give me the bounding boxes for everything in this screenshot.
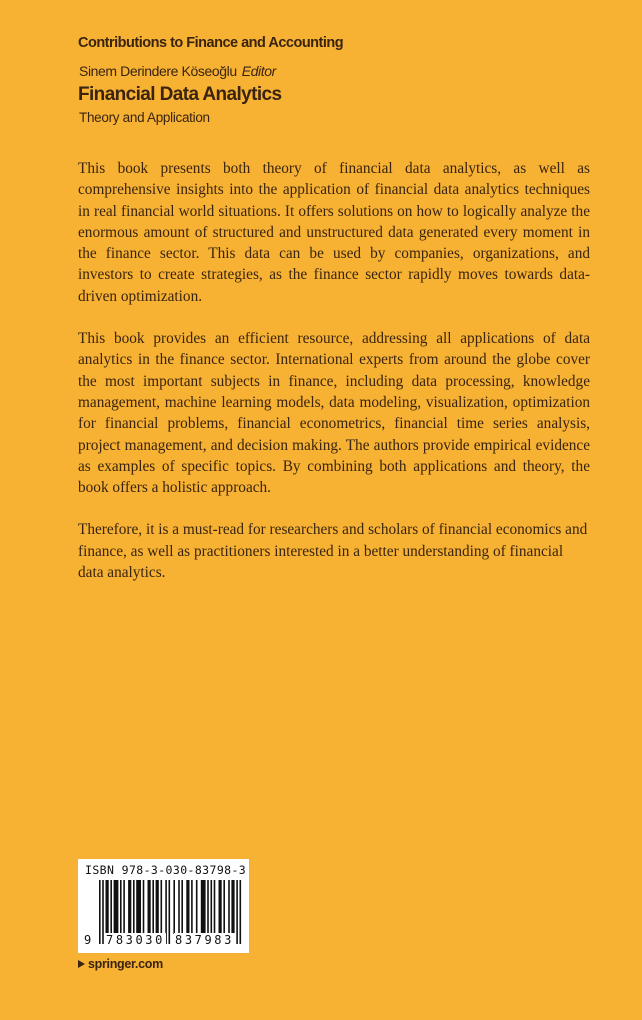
book-title: Financial Data Analytics bbox=[78, 84, 282, 105]
editor-role: Editor bbox=[241, 63, 276, 79]
isbn-label: ISBN 978-3-030-83798-3 bbox=[85, 863, 247, 877]
play-arrow-icon bbox=[78, 960, 85, 968]
editor-line bbox=[79, 63, 276, 79]
blurb-paragraph-3: Therefore, it is a must-read for researchers and scholars of financial economics and finance, as well as practitioners interested in a better understanding of financial data analytics. bbox=[78, 521, 588, 582]
editor-name: Sinem Derindere Köseoğlu bbox=[79, 63, 237, 79]
website-label[interactable]: springer.com bbox=[88, 957, 163, 971]
barcode-right-digits: 837983 bbox=[175, 933, 234, 947]
blurb-paragraph-2: This book provides an efficient resource, addressing all applications of data analytics in the finance sector. International experts from around the globe cover the most important subjects in finance, including data processing, knowledge management, machine learning models, data modeling, visualization, optimization for financial problems, financial econometrics, financial time series analysis, project management, and decision making. The authors provide empirical evidence as examples of specific topics. By combining both applications and theory, the book offers a holistic approach. bbox=[78, 330, 590, 497]
barcode-left-digits: 783030 bbox=[106, 933, 165, 947]
isbn-barcode bbox=[78, 859, 249, 953]
blurb-paragraph-1: This book presents both theory of financial data analytics, as well as comprehensive insights into the application of financial data analytics techniques in real financial world situations. It offers solutions on how to logically analyze the enormous amount of structured and unstructured data generated every moment in the finance sector. This data can be used by companies, organizations, and investors to create strategies, as the finance sector rapidly moves towards data-driven optimization. bbox=[78, 160, 590, 305]
series-name: Contributions to Finance and Accounting bbox=[78, 35, 344, 51]
book-subtitle: Theory and Application bbox=[79, 110, 210, 125]
blurb bbox=[78, 158, 590, 604]
publisher-website[interactable] bbox=[78, 957, 163, 971]
barcode-lead-digit: 9 bbox=[84, 933, 92, 947]
